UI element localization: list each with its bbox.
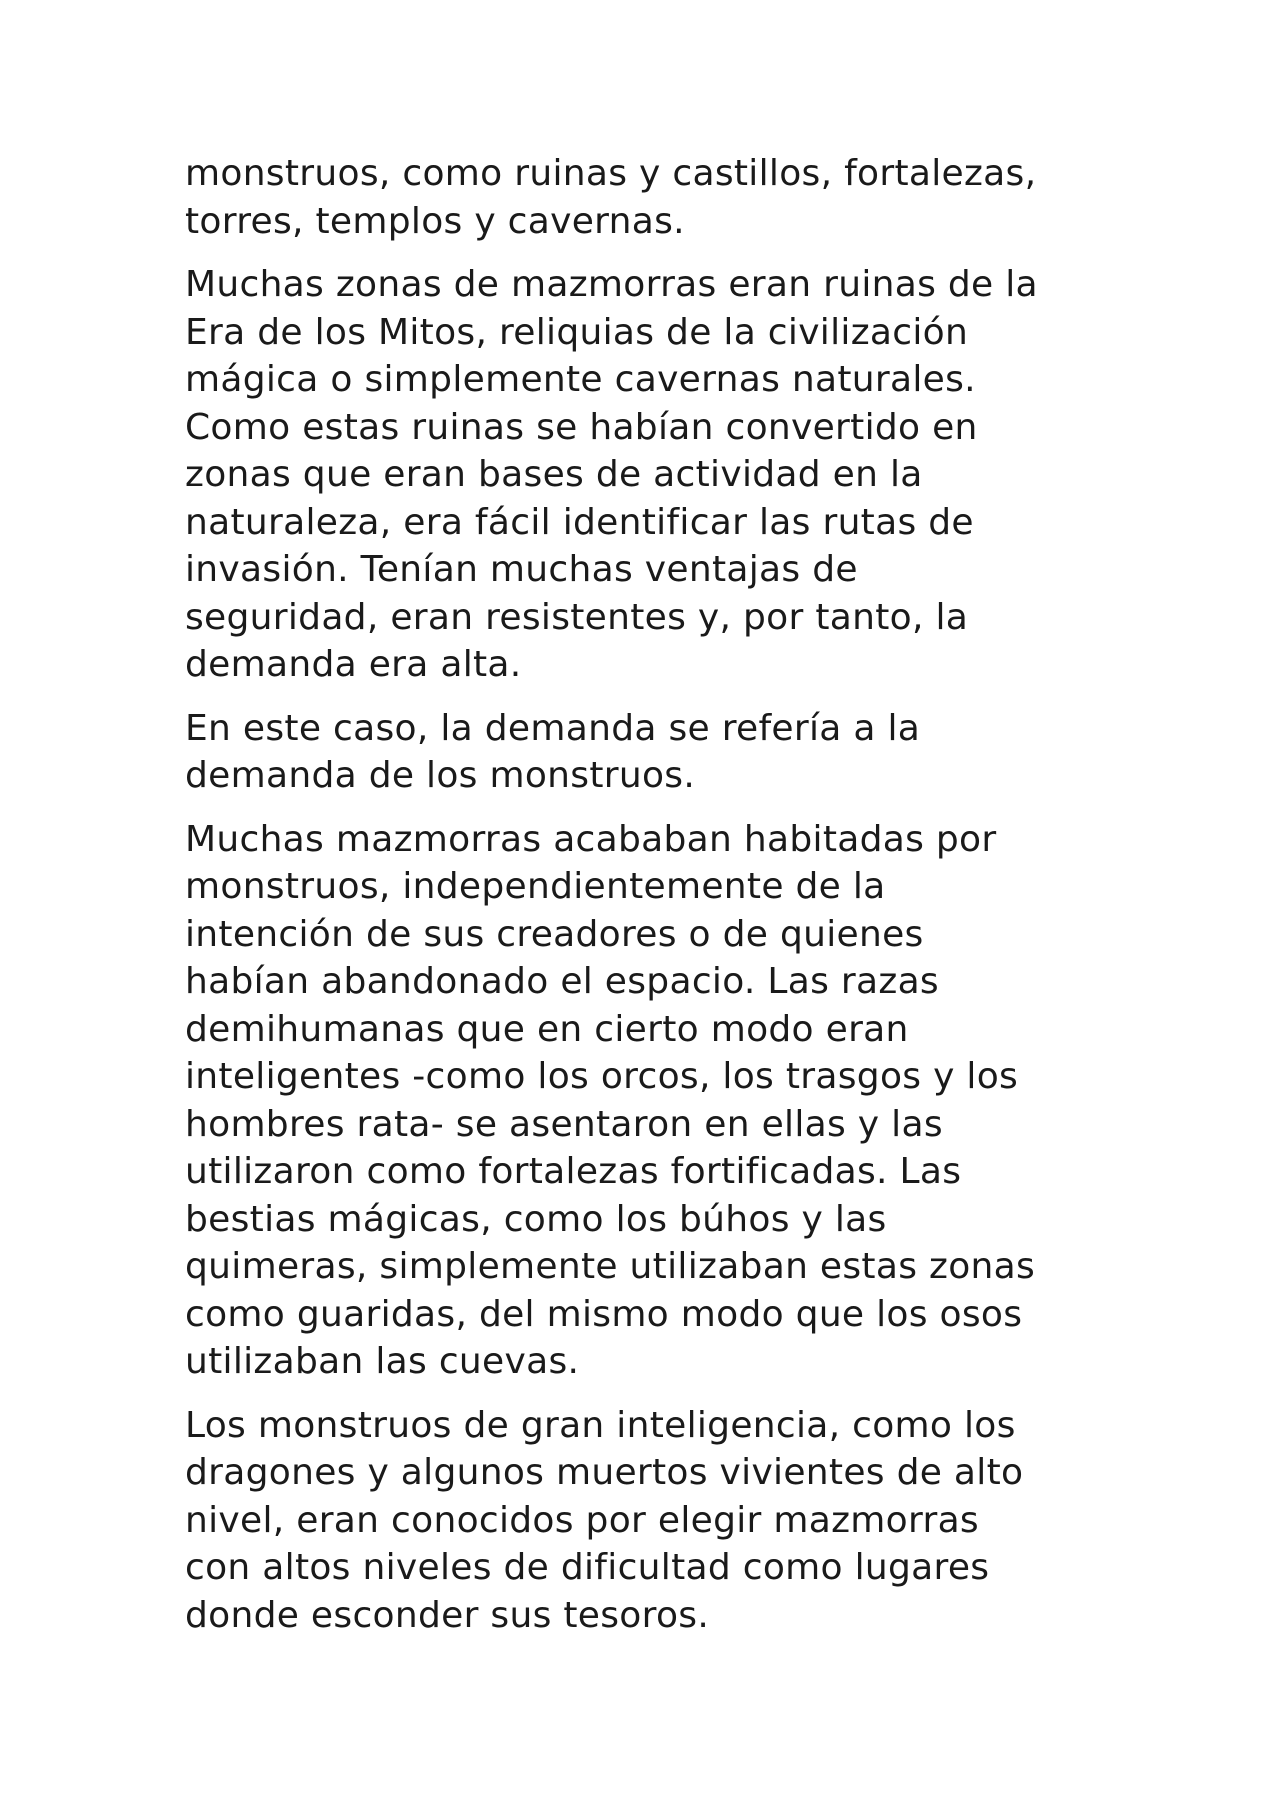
text-line: Como estas ruinas se habían convertido en [185, 406, 978, 448]
text-line: habían abandonado el espacio. Las razas [185, 961, 939, 1002]
text-line: Muchas mazmorras acababan habitadas por [185, 818, 997, 860]
text-line: Muchas zonas de mazmorras eran ruinas de la [185, 264, 1038, 305]
paragraph-4 [185, 816, 1140, 1386]
text-line: hombres rata- se asentaron en ellas y las [185, 1103, 943, 1145]
text-line: nivel, eran conocidos por elegir mazmorras [185, 1499, 979, 1541]
text-line: mágica o simplemente cavernas naturales. [185, 359, 976, 400]
text-line: zonas que eran bases de actividad en la [185, 454, 923, 495]
text-line: monstruos, como ruinas y castillos, fortalezas, [185, 153, 1037, 194]
text-line: demanda de los monstruos. [185, 755, 696, 796]
text-line: monstruos, independientemente de la [185, 866, 886, 907]
paragraph-3 [185, 705, 1140, 800]
text-line: inteligentes -como los orcos, los trasgos y los [185, 1056, 1019, 1097]
text-line: quimeras, simplemente utilizaban estas zonas [185, 1246, 1036, 1287]
paragraph-2 [185, 261, 1140, 689]
text-line: demihumanas que en cierto modo eran [185, 1008, 909, 1050]
text-line: invasión. Tenían muchas ventajas de [185, 549, 858, 590]
text-line: naturaleza, era fácil identificar las rutas de [185, 501, 974, 543]
text-line: como guaridas, del mismo modo que los osos [185, 1293, 1023, 1335]
text-line: utilizaban las cuevas. [185, 1341, 580, 1382]
text-line: utilizaron como fortalezas fortificadas. Las [185, 1151, 962, 1192]
text-line: intención de sus creadores o de quienes [185, 913, 924, 955]
text-line: demanda era alta. [185, 644, 522, 685]
text-line: dragones y algunos muertos vivientes de alto [185, 1452, 1024, 1493]
text-line: En este caso, la demanda se refería a la [185, 707, 921, 749]
text-line: donde esconder sus tesoros. [185, 1594, 710, 1636]
paragraph-5 [185, 1402, 1140, 1640]
paragraph-1 [185, 150, 1140, 245]
text-line: torres, templos y cavernas. [185, 200, 685, 242]
text-line: Era de los Mitos, reliquias de la civilización [185, 311, 969, 353]
text-line: Los monstruos de gran inteligencia, como los [185, 1404, 1016, 1446]
text-line: con altos niveles de dificultad como lugares [185, 1547, 990, 1588]
text-line: bestias mágicas, como los búhos y las [185, 1198, 887, 1240]
text-line: seguridad, eran resistentes y, por tanto, la [185, 596, 969, 638]
document-body [185, 150, 1140, 1639]
